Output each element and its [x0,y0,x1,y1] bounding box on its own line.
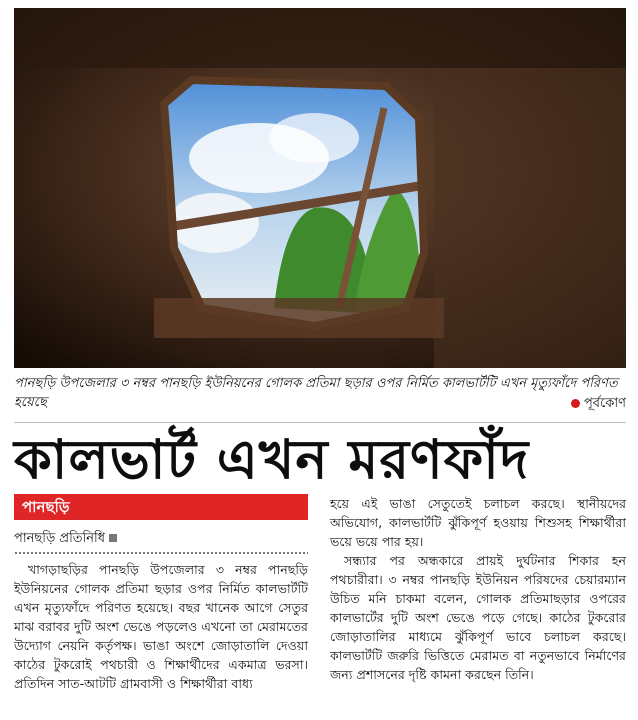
byline-text: পানছড়ি প্রতিনিধি [14,531,106,546]
photo-credit-label: পূর্বকোণ [583,396,626,411]
article-photo [14,8,626,368]
headline: কালভার্ট এখন মরণফাঁদ [14,427,530,491]
photo-caption: পানছড়ি উপজেলার ৩ নম্বর পানছড়ি ইউনিয়নের গোলক প্রতিমা ছড়ার ওপর নির্মিত কালভার্টটি এখন মৃত্যুফাঁদে পরিণত হয়েছে [14,376,618,410]
divider [14,422,626,423]
article-column-right [330,494,626,684]
byline [14,530,117,548]
square-icon [109,534,117,542]
dotted-divider [14,552,308,554]
article-paragraph: হয়ে এই ভাঙা সেতুতেই চলাচল করছে। স্থানীয়দের অভিযোগ, কালভার্টটি ঝুঁকিপূর্ণ হওয়ায় শিশুসহ শিক্ষার্থীরা ভয়ে ভয়ে পার হয়। [330,496,626,549]
article-column-left [14,560,308,693]
section-tag: পানছড়ি [14,494,308,520]
culvert-hole-image [14,8,626,368]
article-paragraph: সন্ধ্যার পর অন্ধকারে প্রায়ই দুর্ঘটনার শিকার হন পথচারীরা। ৩ নম্বর পানছড়ি ইউনিয়ন পরিষদের চেয়ারম্যান উচিত মনি চাকমা বলেন, গোলক প্রতিমাছড়ার ওপরের কালভার্টের দুটি অংশ ভেঙে পড়ে গেছে। কাঠের টুকরোর জোড়াতালির মাধ্যমে ঝুঁকিপূর্ণ ভাবে চলাচল করছে। কালভার্টটি জরুরি ভিত্তিতে মেরামত বা নতুনভাবে নির্মাণের জন্য প্রশাসনের দৃষ্টি কামনা করছেন তিনি। [330,553,626,682]
credit-dot-icon [571,399,580,408]
photo-credit [571,394,626,413]
article-paragraph: খাগড়াছড়ির পানছড়ি উপজেলার ৩ নম্বর পানছড়ি ইউনিয়নের গোলক প্রতিমা ছড়ার ওপর নির্মিত কালভার্টটি এখন মৃত্যুফাঁদে পরিণত হয়েছে। বছর খানেক আগে সেতুর মাঝ বরাবর দুটি অংশ ভেঙে পড়লেও এখনো তা মেরামতের উদ্যোগ নেয়নি কর্তৃপক্ষ। ভাঙা অংশে জোড়াতালি দেওয়া কাঠের টুকরোই পথচারী ও শিক্ষার্থীদের একমাত্র ভরসা। প্রতিদিন সাত-আটটি গ্রামবাসী ও শিক্ষার্থীরা বাধ্য [14,562,308,691]
